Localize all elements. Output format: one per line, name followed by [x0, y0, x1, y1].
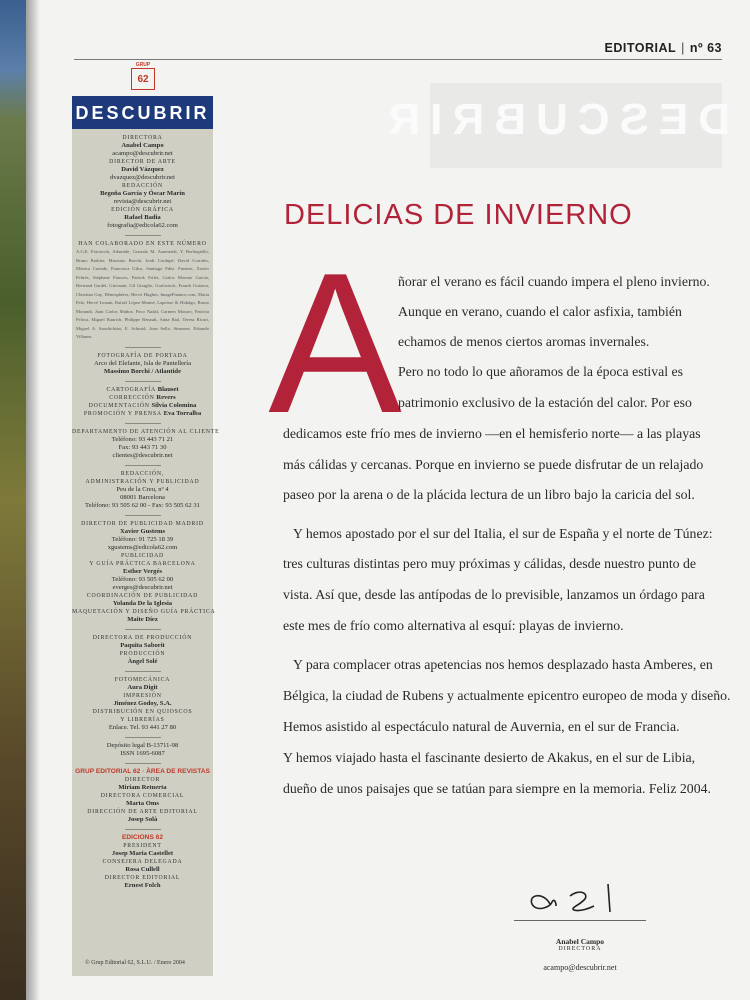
credit-text: Peu de la Creu, nº 4	[116, 485, 169, 493]
article-line: ñorar el verano es fácil cuando impera el pleno invierno.	[398, 274, 710, 289]
credit-text: Teléfono: 93 505 62 00	[111, 575, 174, 583]
credits-divider	[125, 381, 161, 382]
article-line: más cálidas y cercanas. Porque en invierno se puede disfrutar de un relajado	[283, 457, 704, 472]
article-line: dueño de unos paisajes que se tatúan para siempre en la memoria. Feliz 2004.	[283, 781, 711, 796]
credit-role: DIRECCIÓN DE ARTE EDITORIAL	[87, 808, 198, 815]
running-head-separator: |	[681, 41, 685, 55]
magazine-title: DESCUBRIR	[72, 96, 213, 129]
article-line: Aunque en verano, cuando el calor asfixia, también	[398, 304, 682, 319]
credit-name: Eva Torralba	[163, 409, 202, 417]
credit-role: REDACCIÓN,	[120, 470, 165, 477]
article-line: paseo por la arena o de la plácida lectura de un libro bajo la caricia del sol.	[283, 487, 695, 502]
credit-role: DIRECTOR EDITORIAL	[104, 874, 181, 881]
credit-name: Josep Maria Castellet	[111, 849, 174, 857]
credit-text: Teléfono: 93 443 71 21	[111, 435, 174, 443]
credit-role: DOCUMENTACIÓN	[88, 402, 150, 409]
credit-role: HAN COLABORADO EN ESTE NÚMERO	[78, 241, 207, 247]
credit-name: Marta Oms	[126, 799, 159, 807]
credit-name: Revers	[156, 393, 176, 401]
credit-role: PROMOCIÓN Y PRENSA	[83, 410, 162, 417]
credit-text: revista@descubrir.net	[113, 198, 172, 205]
running-head	[605, 41, 722, 55]
credits-divider	[125, 465, 161, 466]
credit-name: Maite Díez	[127, 615, 158, 623]
credit-role: ADMINISTRACIÓN Y PUBLICIDAD	[85, 478, 200, 485]
credit-role: FOTOGRAFÍA DE PORTADA	[97, 352, 188, 359]
credit-text: Enlace. Tel. 93 441 27 80	[108, 723, 177, 731]
credit-role: DISTRIBUCIÓN EN QUIOSCOS	[92, 708, 193, 715]
credit-role: Y GUÍA PRÁCTICA BARCELONA	[89, 560, 196, 567]
credit-role: DIRECTOR	[124, 776, 161, 783]
credit-role: DEPARTAMENTO DE ATENCIÓN AL CLIENTE	[72, 428, 220, 435]
credit-name: Aura Digit	[127, 683, 158, 691]
credit-name: Esther Vergés	[123, 567, 162, 575]
article-line: Y hemos viajado hasta el fascinante desierto de Akakus, en el sur de Libia,	[283, 750, 696, 765]
credit-name: Massimo Borchi / Atlantide	[104, 367, 181, 375]
credit-role: PUBLICIDAD	[120, 552, 165, 559]
credit-text: acampo@descubrir.net	[112, 150, 173, 157]
signature-rule	[514, 920, 646, 921]
dropcap-letter	[268, 232, 402, 455]
credit-name: Blauset	[157, 385, 179, 393]
credit-name: Silvia Colomina	[151, 401, 197, 409]
credit-text: Fax: 93 443 71 30	[118, 443, 167, 451]
handwritten-signature	[520, 874, 630, 918]
credit-role: MAQUETACIÓN Y DISEÑO GUÍA PRÁCTICA	[72, 608, 216, 615]
credit-name: Anabel Campo	[121, 142, 164, 149]
copyright-footer: © Grup Editorial 62, S.L.U. / Enero 2004	[85, 960, 185, 966]
credit-entry	[72, 402, 213, 410]
article-line: Bélgica, la ciudad de Rubens y actualmente epicentro europeo de moda y diseño.	[283, 688, 731, 703]
ghost-masthead-text: DESCUBRIR	[378, 95, 730, 144]
signature-name: Anabel Campo	[555, 937, 605, 946]
credit-name: Paquita Saborit	[120, 641, 165, 649]
credit-role: DIRECTORA COMERCIAL	[100, 792, 185, 799]
article-line: Y hemos apostado por el sur del Italia, el sur de España y el norte de Túnez:	[293, 526, 713, 541]
article-line: Pero no todo lo que añoramos de la época estival es	[398, 364, 684, 379]
credit-role: COORDINACIÓN DE PUBLICIDAD	[86, 592, 199, 599]
credit-text: everges@descubrir.net	[112, 583, 173, 591]
article-line: Hemos asistido al espectáculo natural de Auvernia, en el sur de Francia.	[283, 719, 680, 734]
credit-entry	[72, 386, 213, 394]
credit-section-heading: EDICIONS 62	[121, 833, 164, 841]
credits-list	[72, 134, 220, 890]
credit-role: REDACCIÓN	[121, 183, 164, 189]
credit-name: Begoña García y Óscar Marín	[100, 190, 185, 197]
page-number: nº 63	[689, 41, 722, 55]
credits-divider	[125, 737, 161, 738]
article-line: tres culturas distintas pero muy próximas y cálidas, desde nuestro punto de	[283, 556, 697, 571]
credit-name: Àngel Solé	[127, 657, 158, 665]
article-line: patrimonio exclusivo de la estación del calor. Por eso	[398, 395, 692, 410]
credit-role: PRODUCCIÓN	[119, 650, 166, 657]
credit-role: CONSEJERA DELEGADA	[102, 858, 183, 865]
credit-role: CARTOGRAFÍA	[106, 386, 157, 393]
credit-role: Y LIBRERÍAS	[120, 716, 165, 723]
credit-role: IMPRESIÓN	[123, 692, 162, 699]
credit-role: DIRECTORA	[122, 135, 163, 141]
credit-role: DIRECTOR DE PUBLICIDAD MADRID	[81, 520, 204, 527]
article-line: este mes de frío como alternativa al esquí: playas de invierno.	[283, 618, 624, 633]
credit-text: 08001 Barcelona	[120, 493, 165, 501]
article-line: echamos de menos ciertos aromas invernales.	[398, 334, 650, 349]
credit-text: xgustems@edicola62.com	[107, 543, 178, 551]
signature-email: acampo@descubrir.net	[543, 963, 617, 972]
credit-name: Ernest Folch	[124, 881, 161, 889]
credit-text: clientes@descubrir.net	[112, 451, 173, 459]
credit-name: David Vázquez	[121, 166, 164, 173]
credit-text: ISSN 1695-6087	[120, 749, 165, 757]
credit-text: Teléfono: 93 505 62 00 - Fax: 93 505 62 31	[85, 501, 200, 509]
credit-role: DIRECTOR DE ARTE	[109, 159, 176, 165]
article-headline: DELICIAS DE INVIERNO	[284, 199, 633, 231]
credits-divider	[125, 423, 161, 424]
adjacent-page-photo	[0, 0, 26, 1000]
credit-name: Miriam Retuerta	[118, 783, 167, 791]
header-rule	[74, 59, 722, 60]
credit-role: CORRECCIÓN	[109, 394, 155, 401]
page-gutter-shadow	[26, 0, 40, 1000]
credits-divider	[125, 671, 161, 672]
article-line: dedicamos este frío mes de invierno —en el hemisferio norte— a las playas	[283, 426, 701, 441]
credit-name: Josep Solà	[127, 815, 158, 823]
grup62-logo	[131, 62, 155, 90]
credit-role: EDICIÓN GRÁFICA	[111, 207, 174, 213]
credit-text: Teléfono: 91 725 18 39	[111, 535, 174, 543]
credits-divider	[125, 829, 161, 830]
credit-name: Jiménez Godoy, S.A.	[113, 699, 172, 707]
signature-role: DIRECTORA	[558, 946, 602, 952]
credits-divider	[125, 629, 161, 630]
dropcap-glyph: A	[268, 232, 402, 455]
credit-name: Xavier Gustems	[119, 527, 166, 535]
credit-name: Rafael Badia	[124, 214, 161, 221]
article-line: Y para complacer otras apetencias nos hemos desplazado hasta Amberes, en	[293, 657, 713, 672]
credits-divider	[125, 235, 161, 236]
credit-role: PRESIDENT	[123, 842, 162, 849]
credit-name: Yolanda De la Iglesia	[112, 599, 173, 607]
credit-name: Rosa Cullell	[125, 865, 160, 873]
credits-divider	[125, 763, 161, 764]
credit-role: DIRECTORA DE PRODUCCIÓN	[92, 634, 193, 641]
credit-text: dvazquez@descubrir.net	[110, 174, 175, 181]
logo-grup-text: GRUP	[132, 62, 154, 68]
credit-section-heading: GRUP EDITORIAL 62 · ÀREA DE REVISTAS	[75, 767, 210, 775]
credit-text: Arco del Elefante, Isla de Pantellería	[93, 359, 192, 367]
section-label: EDITORIAL	[604, 41, 677, 55]
credit-role: FOTOMECÁNICA	[114, 676, 171, 683]
credit-text: fotografia@edicola62.com	[107, 222, 178, 229]
credits-divider	[125, 347, 161, 348]
collaborators-list: A.G.E. Fotostock, Atlantide, Gonzalo M. Azumendi, Y. Berlingiello, Bruno Barbier, Massimo Borchi, Jordi Cordupé, David Corrales, Mónica Cuende, Francesca Gilca, Santiago Fdez. Fuentes, Xavier Feltrés, Stéphane Frances, Patrick Frilet, Carlos Moreno García, Bertrand Gardel, Giovanni, Gil Giraglio, Grafostock, Franck Guiziou, Christian Guy, Hémisphères, Hervé Hughes, ImageFinance.com, Marta Palo, Hervé Lenain, Rafael López-Monné, Lapeisse & Hidalgo, Bruno Morandi, Juan Carlos Muñoz, Paco Nadal, Carmen Masoro, Patricia Pelosa, Miguel Raurich, Philippe Renault, Anna Rial, Teresa Ricart, Miguel A. Sanchidrián, E. Schmid, Joan Sella, Simeone, Eduardo Villanea.	[76, 249, 209, 339]
article-line: vista. Así que, desde las antípodas de lo previsible, lanzamos un órdago para	[283, 587, 705, 602]
logo-number: 62	[137, 74, 149, 85]
credits-divider	[125, 515, 161, 516]
credit-entry	[72, 410, 213, 418]
credit-text: Depósito legal B-13711-98	[106, 741, 179, 749]
credit-entry	[72, 394, 213, 402]
